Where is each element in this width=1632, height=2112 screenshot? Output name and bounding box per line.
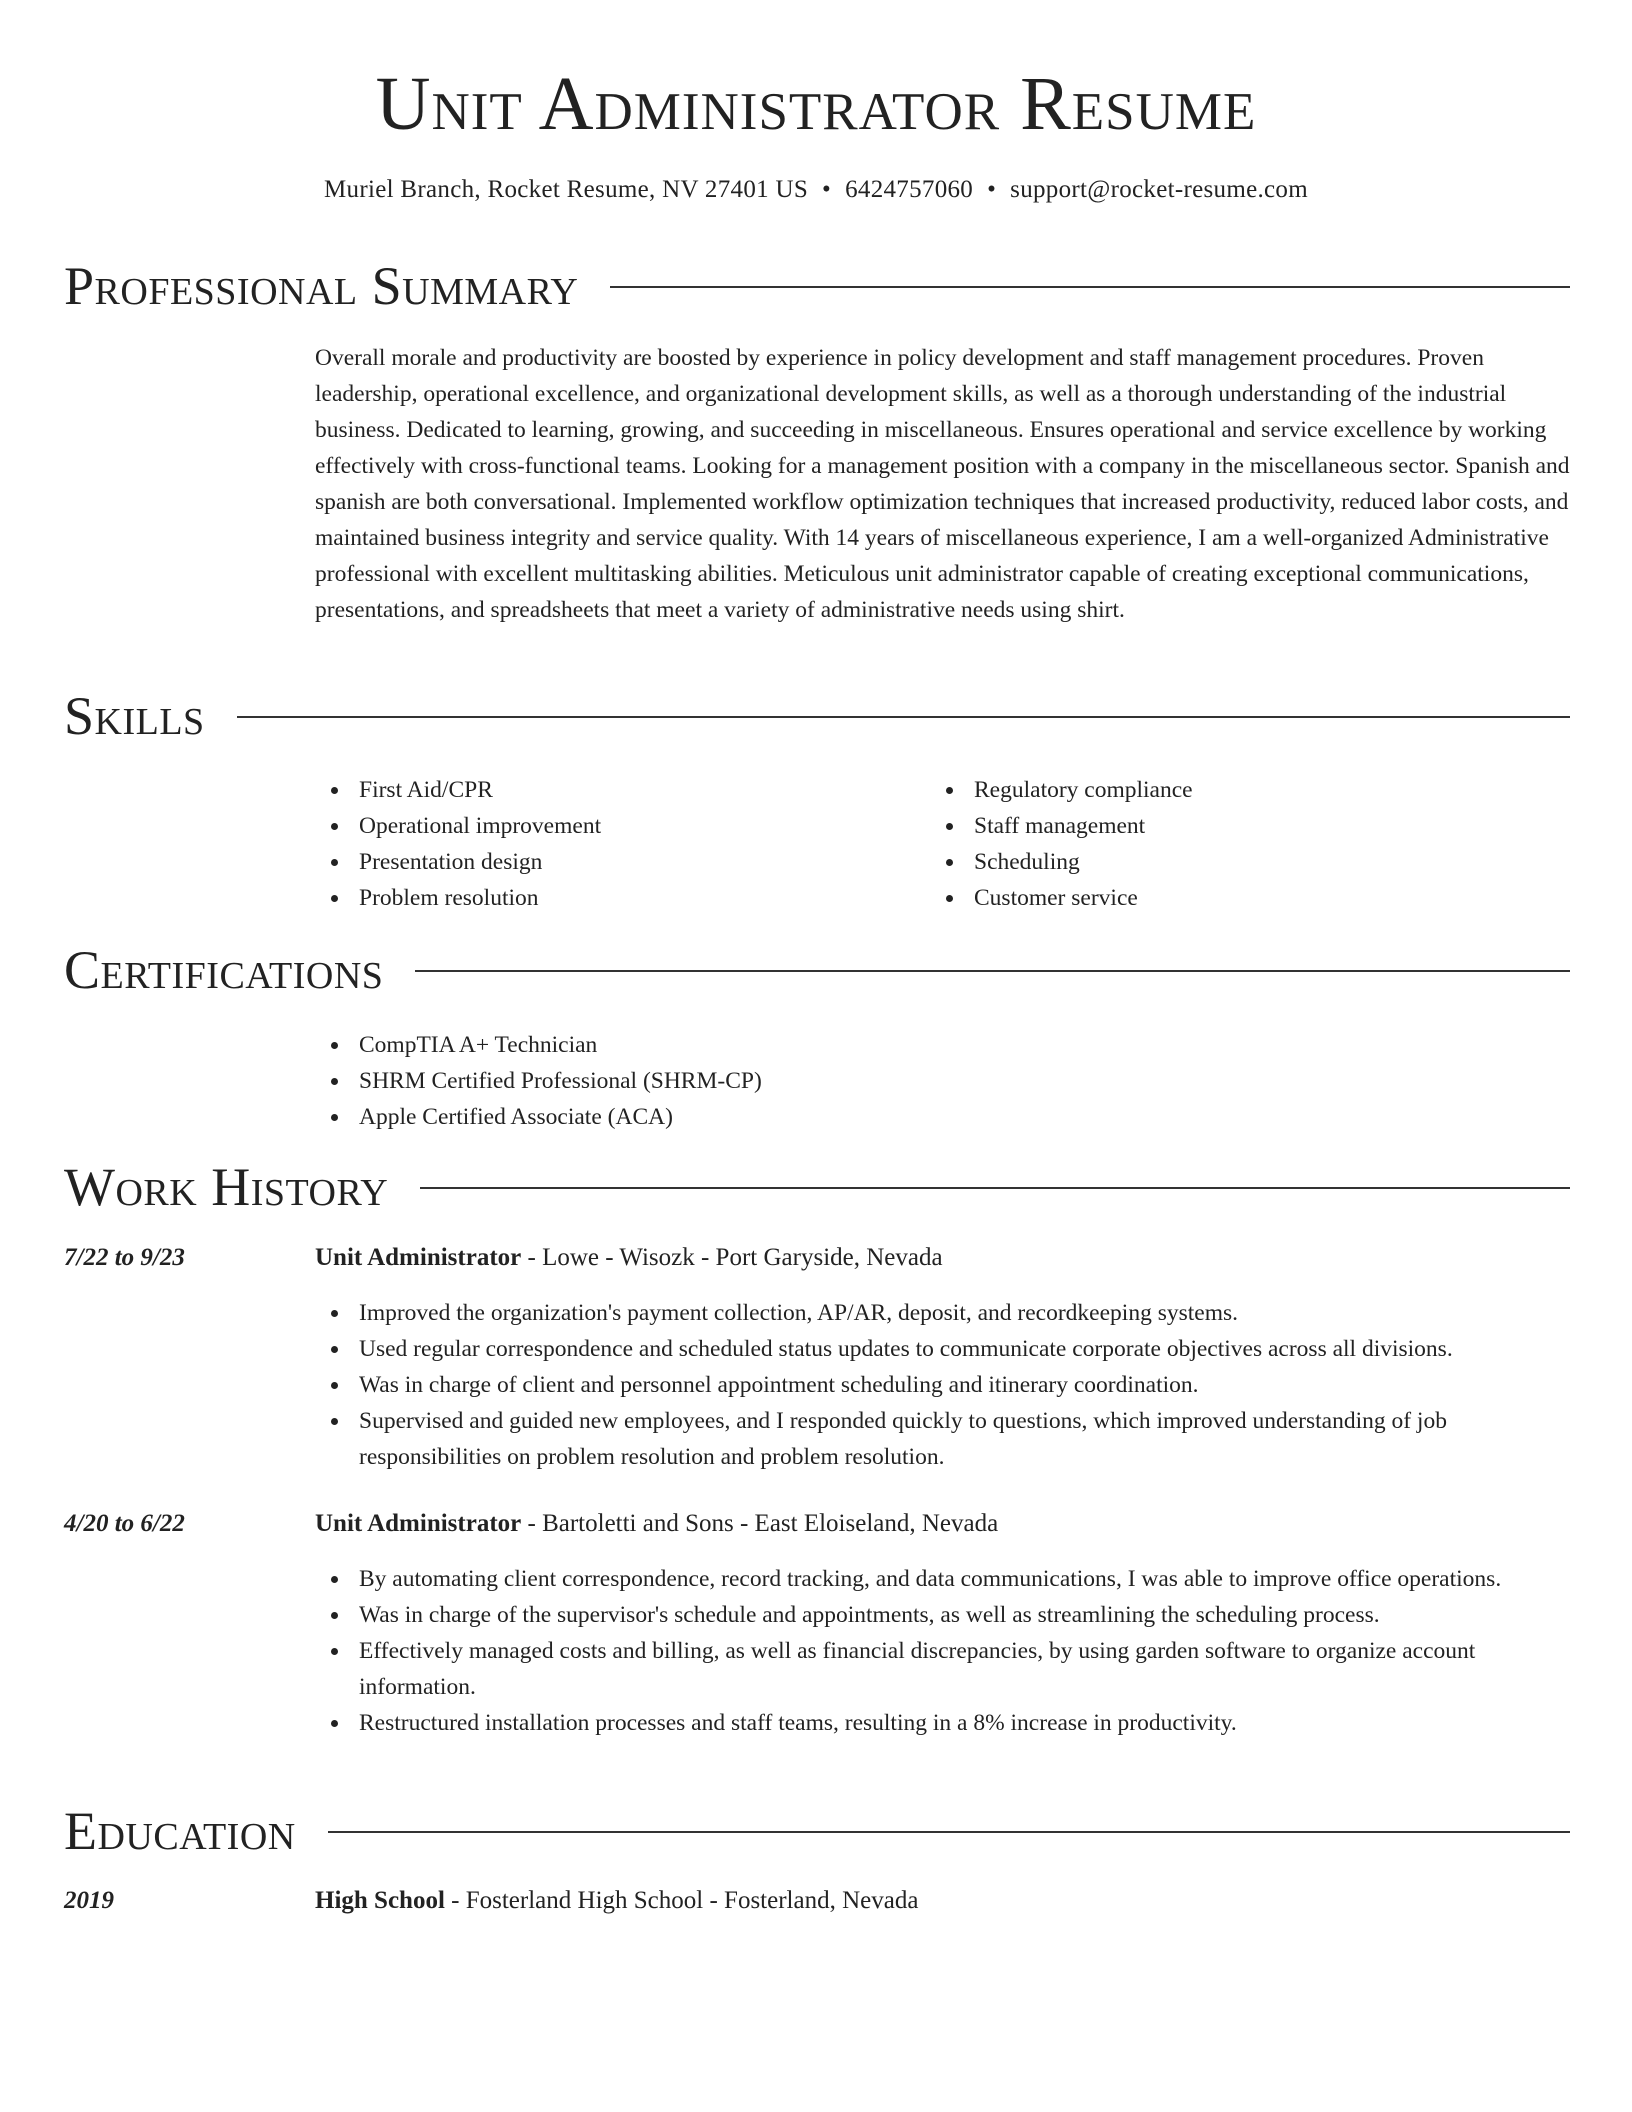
contact-separator: •: [987, 176, 997, 203]
job-details: - Lowe - Wisozk - Port Garyside, Nevada: [521, 1244, 943, 1271]
summary-heading: Professional Summary: [64, 256, 579, 316]
skill-item: Staff management: [930, 808, 1530, 844]
job-bullet: Was in charge of the supervisor's schedule and appointments, as well as streamlining the scheduling process.: [315, 1597, 1573, 1633]
work-history-heading: Work History: [64, 1157, 389, 1217]
section-divider: [415, 970, 1570, 972]
summary-text: Overall morale and productivity are boosted by experience in policy development and staff management procedures. Proven leadership, operational excellence, and organizational development skills, as well as a thorough understanding of the industrial business. Dedicated to learning, growing, and succeeding in miscellaneous. Ensures operational and service excellence by working effectively with cross-functional teams. Looking for a management position with a company in the miscellaneous sector. Spanish and spanish are both conversational. Implemented workflow optimization techniques that increased productivity, reduced labor costs, and maintained business integrity and service quality. With 14 years of miscellaneous experience, I am a well-organized Administrative professional with excellent multitasking abilities. Meticulous unit administrator capable of creating exceptional communications, presentations, and spreadsheets that meet a variety of administrative needs using shirt.: [315, 345, 1570, 623]
skill-item: Operational improvement: [315, 808, 915, 844]
education-year: 2019: [64, 1887, 114, 1914]
job-bullet-list: [315, 1561, 1573, 1741]
contact-separator: •: [822, 176, 832, 203]
skill-item: First Aid/CPR: [315, 772, 915, 808]
education-degree: High School: [315, 1887, 445, 1914]
job-bullet: Improved the organization's payment collection, AP/AR, deposit, and recordkeeping systems.: [315, 1295, 1573, 1331]
certification-item: SHRM Certified Professional (SHRM-CP): [315, 1063, 1415, 1099]
job-details: - Bartoletti and Sons - East Eloiseland, Nevada: [521, 1510, 999, 1537]
job-dates: 7/22 to 9/23: [64, 1244, 185, 1271]
education-heading: Education: [64, 1801, 296, 1861]
summary-section-header: [64, 254, 1570, 318]
job-header: [315, 1507, 1573, 1541]
certifications-list: [315, 1027, 1415, 1135]
job-bullet-list: [315, 1295, 1573, 1475]
certification-item: CompTIA A+ Technician: [315, 1027, 1415, 1063]
skills-section-header: [64, 684, 1570, 748]
contact-email: support@rocket-resume.com: [1010, 176, 1308, 203]
job-bullet: Was in charge of client and personnel appointment scheduling and itinerary coordination.: [315, 1367, 1573, 1403]
resume-title: Unit Administrator Resume: [375, 62, 1257, 146]
certifications-section-header: [64, 938, 1570, 1002]
section-divider: [328, 1831, 1570, 1833]
certification-item: Apple Certified Associate (ACA): [315, 1099, 1415, 1135]
section-divider: [237, 716, 1570, 718]
job-header: [315, 1241, 1573, 1275]
skill-item: Presentation design: [315, 844, 915, 880]
skills-list-left: [315, 772, 915, 916]
section-divider: [610, 286, 1570, 288]
skill-item: Regulatory compliance: [930, 772, 1530, 808]
contact-line: [0, 174, 1632, 206]
skill-item: Problem resolution: [315, 880, 915, 916]
education-header: [315, 1884, 1573, 1918]
contact-phone: 6424757060: [845, 176, 974, 203]
skills-heading: Skills: [64, 686, 205, 746]
job-role: Unit Administrator: [315, 1244, 522, 1271]
job-bullet: Effectively managed costs and billing, as well as financial discrepancies, by using garden software to organize account information.: [315, 1633, 1573, 1705]
work-history-section-header: [64, 1155, 1570, 1219]
contact-address: Muriel Branch, Rocket Resume, NV 27401 US: [324, 176, 809, 203]
section-divider: [420, 1187, 1570, 1189]
skills-list-right: [930, 772, 1530, 916]
education-details: - Fosterland High School - Fosterland, Nevada: [444, 1887, 919, 1914]
job-dates: 4/20 to 6/22: [64, 1510, 185, 1537]
job-bullet: Used regular correspondence and scheduled status updates to communicate corporate objectives across all divisions.: [315, 1331, 1573, 1367]
job-bullet: By automating client correspondence, record tracking, and data communications, I was able to improve office operations.: [315, 1561, 1573, 1597]
job-bullet: Restructured installation processes and staff teams, resulting in a 8% increase in productivity.: [315, 1705, 1573, 1741]
education-section-header: [64, 1799, 1570, 1863]
certifications-heading: Certifications: [64, 940, 384, 1000]
skill-item: Scheduling: [930, 844, 1530, 880]
skill-item: Customer service: [930, 880, 1530, 916]
job-role: Unit Administrator: [315, 1510, 522, 1537]
job-bullet: Supervised and guided new employees, and I responded quickly to questions, which improved understanding of job responsibilities on problem resolution and problem resolution.: [315, 1403, 1573, 1475]
